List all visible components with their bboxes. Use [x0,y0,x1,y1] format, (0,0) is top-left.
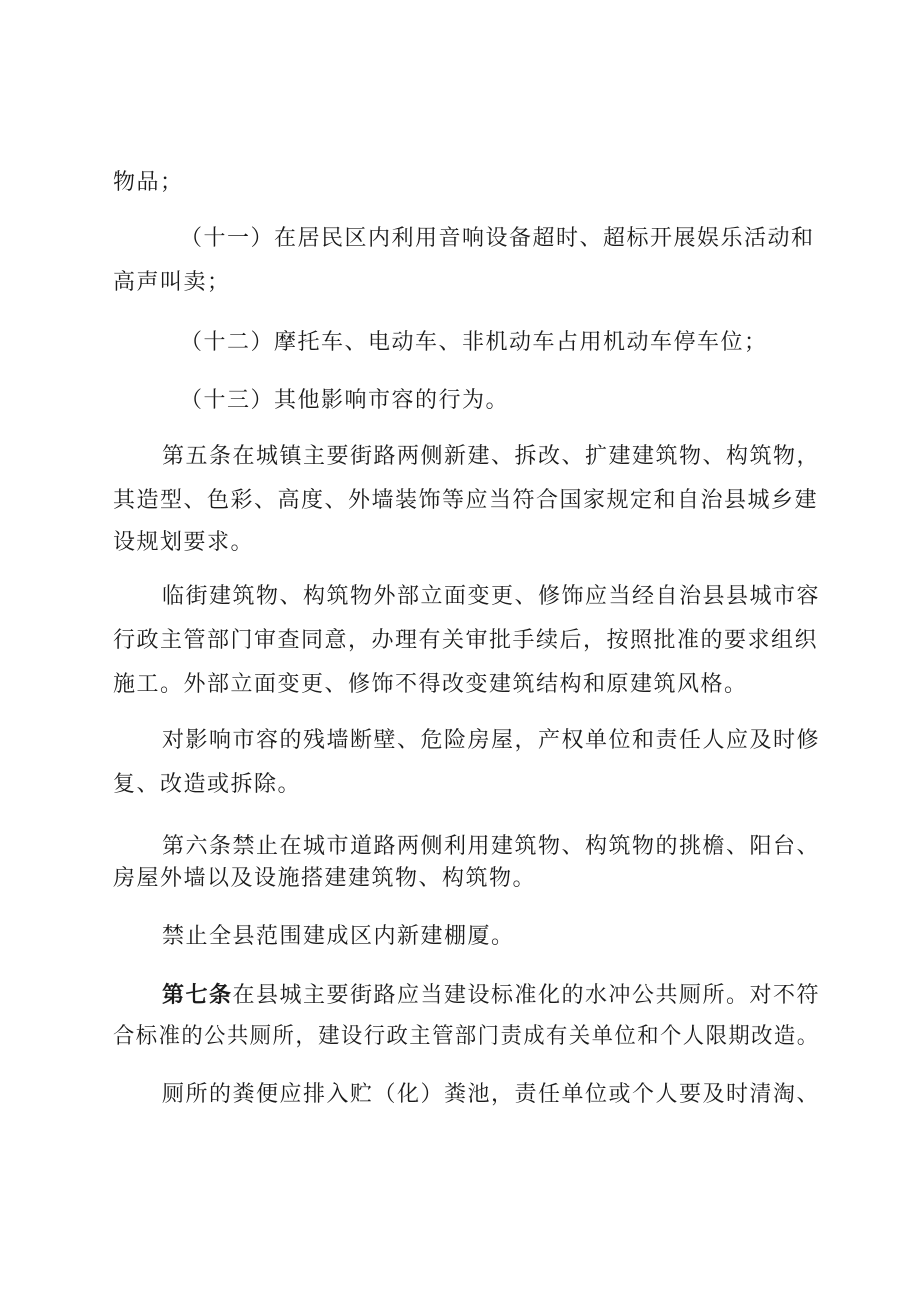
text-line: 其造型、色彩、高度、外墙装饰等应当符合国家规定和自治县城乡建 [113,488,819,513]
text-line: 合标准的公共厕所，建设行政主管部门责成有关单位和个人限期改造。 [113,1024,820,1049]
article-paragraph [162,980,820,1011]
text-line: 高声叫卖； [113,270,231,295]
article-heading: 第七条 [162,982,233,1008]
text-line: 在县城主要街路应当建设标准化的水冲公共厕所。对不符 [232,983,821,1008]
text-line: 复、改造或拆除。 [113,772,302,797]
text-line: 对影响市容的残墙断壁、危险房屋，产权单位和责任人应及时修 [162,728,821,753]
text-line: （十一）在居民区内利用音响设备超时、超标开展娱乐活动和 [180,226,815,251]
text-line: 行政主管部门审查同意，办理有关审批手续后，按照批准的要求组织 [113,628,819,653]
text-line: 设规划要求。 [113,530,255,555]
text-line: 第六条禁止在城市道路两侧利用建筑物、构筑物的挑檐、阳台、 [162,834,821,859]
text-line: 施工。外部立面变更、修饰不得改变建筑结构和原建筑风格。 [113,672,748,697]
text-line: 房屋外墙以及设施搭建建筑物、构筑物。 [113,866,537,891]
text-line: 第五条在城镇主要街路两侧新建、拆改、扩建建筑物、构筑物， [162,444,821,469]
text-line: （十三）其他影响市容的行为。 [180,388,510,413]
text-line: （十二）摩托车、电动车、非机动车占用机动车停车位； [180,330,768,355]
text-line: 临街建筑物、构筑物外部立面变更、修饰应当经自治县县城市容 [162,584,821,609]
text-line: 物品； [113,170,184,195]
text-line: 厕所的粪便应排入贮（化）粪池，责任单位或个人要及时清淘、 [162,1082,821,1107]
text-line: 禁止全县范围建成区内新建棚厦。 [162,924,515,949]
